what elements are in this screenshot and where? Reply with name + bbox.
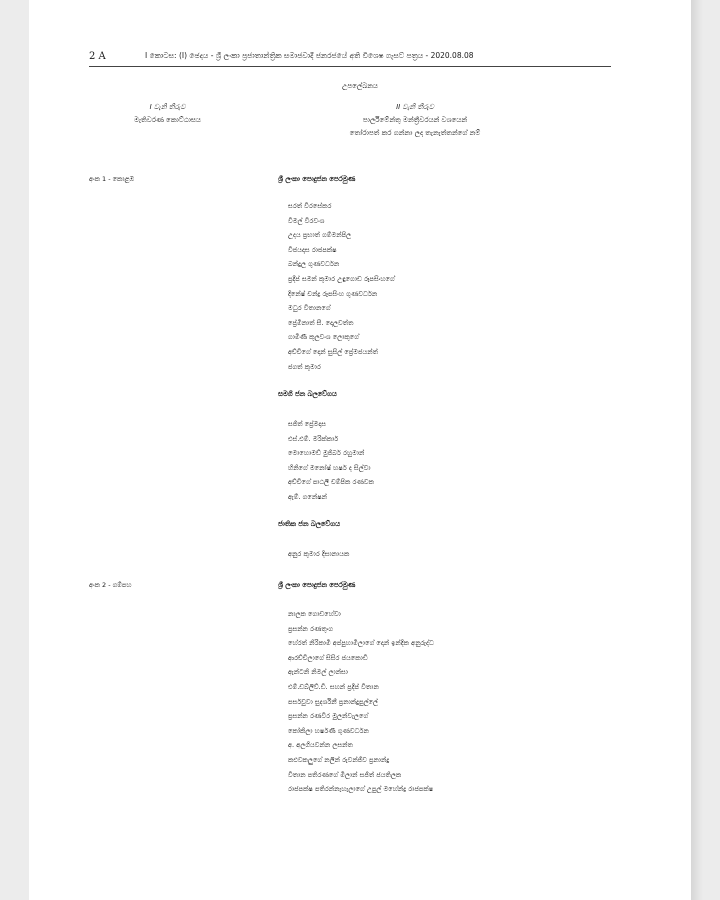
member-name: අච්චිගේ දොන් සුසිල් ප්‍රේමජයන්ත් (288, 347, 378, 356)
schedule-1-heading (100, 101, 235, 127)
member-name: අනුර කුමාර දිසානායක (288, 550, 350, 558)
member-name: කළුවකලුගේ නලින් රුවන්ජීව ප්‍රනාන්දු (288, 755, 390, 764)
schedule-2-heading (300, 101, 530, 140)
member-name: කෝකිලා හර්ෂණී ගුණවර්ධන (288, 726, 369, 735)
member-name: නාලක ගොඩහේවා (288, 610, 341, 618)
page-number: 2 A (89, 51, 106, 62)
party-heading: සමගි ජන බලවේගය (278, 390, 337, 398)
member-name: රාජපක්ෂ පතිරන්නැහැලාගේ උපුල් මහේන්ද්‍ර රාජපක්ෂ (288, 785, 434, 794)
page-edge-shadow (691, 0, 703, 900)
party-heading: ශ්‍රී ලංකා පොදුජන පෙරමුණ (278, 175, 356, 183)
member-name: ඇම්. ගනේෂන් (288, 492, 328, 501)
member-name: අ. අලගියවන්න ලසන්ත (288, 741, 353, 750)
member-name: එම්.ඩබ්ලිව්.ඩී. සහන් ප්‍රදීප් විතාන (288, 682, 379, 691)
member-list (288, 417, 374, 505)
schedule-2-subtitle-line1: පාර්ලිමේන්තු මන්ත්‍රීවරයන් වශයෙන් (362, 116, 468, 124)
member-name: සරත් වීරසේකර (288, 202, 332, 210)
party-heading: ජාතික ජන බලවේගය (278, 520, 341, 528)
schedule-1-subtitle: මැතිවරණ කොට්ඨාසය (134, 116, 201, 124)
member-name: විතාන පතිරණගේ මිලාන් සජිත් ජයතිලක (288, 770, 402, 779)
member-name: ප්‍රදීප් සමන් කුමාර උඳුගොඩ රූපසිංහගේ (288, 274, 395, 283)
schedule-2-subtitle-line2: තෝරාපත් කර ගන්නා ලද තැනැත්තන්ගේ නම් (349, 129, 481, 137)
member-name: එස්.එම්. මරික්කාර් (288, 434, 339, 443)
schedule-2-label: II වැනි තීරුව (396, 103, 434, 111)
party-heading: ශ්‍රී ලංකා පොදුජන පෙරමුණ (278, 581, 356, 589)
member-name: ප්‍රසන්න රණවීර මුලන්වැලගේ (288, 712, 369, 721)
member-name: මධුර විතානගේ (288, 304, 331, 313)
member-name: අච්චිගේ පාඨලී චම්පික රණවක (288, 478, 374, 487)
schedule-1-label: I වැනි තීරුව (149, 103, 186, 111)
member-name: මොහොමඩ් මුජිබර් රහුමාන් (288, 449, 365, 458)
member-name: උදය ප්‍රභාත් ගම්මන්පිල (288, 231, 352, 240)
member-name: ප්‍රේමිනාත් සී. දොලවත්ත (288, 318, 354, 327)
member-name: ඇන්ටනි නිමල් ලාන්සා (288, 668, 348, 677)
member-name: දිනේෂ් චන්ද්‍ර රූපසිංහ ගුණවර්ධන (288, 289, 378, 298)
member-list (288, 199, 395, 374)
member-name: විමල් වීරවංශ (288, 216, 325, 225)
member-name: ගාමිණී කුලවංශ ලොකුගේ (288, 333, 359, 342)
member-name: හේරත් නිරිකාමී අප්පුහාමිලාගේ දොන් ඉන්දික අනුරුද්ධ (288, 639, 434, 648)
member-name: ජගත් කුමාර (288, 362, 321, 371)
district-label: අංක 2 - ගම්පහ (89, 581, 132, 589)
member-name: හිනිගේ මනෝෂ් හර්ෂ ද සිල්වා (288, 463, 371, 472)
member-name: ප්‍රසන්න රණතුංග (288, 624, 334, 633)
member-name: බන්දුල ගුණවර්ධන (288, 260, 340, 269)
member-name: සජිත් ප්‍රේමදාස (288, 420, 327, 428)
member-name: ආරච්චිලාගේ සිසිර ජයකොඩි (288, 653, 368, 662)
member-list (288, 607, 434, 797)
member-list (288, 547, 349, 562)
member-name: විජයදාස රාජපක්ෂ (288, 245, 337, 254)
gazette-header-title: I කොටස: (I) ඡෙදය - ශ්‍රී ලංකා ප්‍රජාතාන්ත්‍රික සමාජවාදී ජනරජයේ අති විශෙෂ ගැසට් පත්‍රය - 2020.08.08 (145, 51, 474, 60)
member-name: පර්සවුවා සුදර්ශිනී ප්‍රනාන්දුපුල්ලේ (288, 697, 379, 706)
annex-title: උපලේඛනය (342, 82, 378, 90)
district-label: අංක 1 - කොළඹ (89, 175, 135, 183)
header-divider (89, 66, 611, 67)
